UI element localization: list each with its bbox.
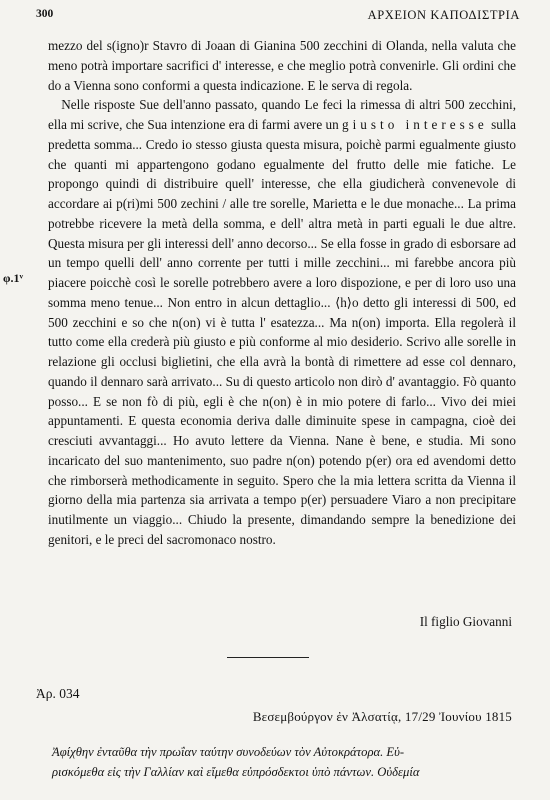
running-header — [36, 8, 520, 24]
greek-letter-body — [52, 743, 514, 782]
paragraph-1: mezzo del s(igno)r Stavro di Joaan di Gianina 500 zecchini di Olanda, nella valuta che meno potrà importare sacrifici d' interesse, e che meglio potrà convenirle. Gli ordini che do a Vienna sono conformi a questa indicazione. E le serva di regola. — [48, 38, 516, 93]
spaced-phrase: giusto interesse — [342, 117, 488, 132]
paragraph-2-part-b: sulla predetta somma... Credo io stesso giusta questa misura, poichè parmi egualmente giusto che quanti mi appartengono godano egualmente del frutto delle mie fatiche. Le propongo quindi di distribuire quell' interesse, che ella giudicherà convenevole di accordare ai p(ri)mi 500 zechini / alle tre sorelle, Marietta e le due monache... La prima potrebbe ricevere la metà della somma, e dell' altra metà in parti eguali le due altre. Questa misura per gli interessi dell' anno decorso... Se ella fosse in grado di esborsare ad un tempo quelli dell' anno corrente per tutti i mille zecchini... mi farebbe ancora più piacere poicchè così le sorelle potrebbero avere a loro dispozione, e per di loro uso una somma meno tenue... Non entro in alcun dettaglio... ⟨h⟩o detto gli interessi di 500, ed 500 zecchini e so che n(on) vi è tutta l' esatezza... Ma n(on) importa. Ella regolerà il tutto come ella crederà più giusto e più conforme al mio desiderio. Scrivo alle sorelle in relazione gli occlusi biglietini, che ella avrà la bontà di rimettere ad esse col dennaro, quando il dennaro sarà arrivato... Su di questo articolo non dirò d' avantaggio. Fò quanto posso... E se non fò di più, egli è che n(on) è in mio potere di farlo... Vivo dei miei appuntamenti. E questa economia deriva dalle diminuite spese in campagna, cioè dei cresciuti avvantaggi... Ho avuto lettere da Vienna. Nane è bene, e studia. Mi sono incaricato del suo mantenimento, suo padre n(on) potendo p(er) ora ed avendomi detto che rimborserà methodicamente in seguito. Spero che la mia lettera scritta da Vienna il giorno della mia partenza sia arrivata a tempo p(er) persuadere Viaro a non precipitare inutilmente un viaggio... Chiudo la presente, dimandando sempre la benedizione dei genitori, e le preci del sacromonaco nostro. — [48, 117, 517, 547]
dateline: Βεσεμβούργον ἐν Ἀλσατίᾳ, 17/29 Ἰουνίου 1815 — [252, 709, 512, 724]
paragraph-2-part-a: Nelle risposte Sue dell'anno passato, quando Le feci la rimessa di altri 500 zecchini, ella mi scrive, che Sua intenzione era di farmi avere un — [48, 97, 516, 132]
section-divider — [227, 657, 309, 658]
greek-line-2: ρισκόμεθα εἰς τὴν Γαλλίαν καὶ εἴμεθα εὐπρόσδεκτοι ὑπὸ πάντων. Οὐδεμία — [52, 764, 420, 779]
paragraph-2 — [48, 95, 516, 549]
page-number: 300 — [36, 8, 54, 20]
letter-body — [48, 36, 516, 550]
letter-number: Ἀρ. 034 — [36, 686, 80, 701]
folio-margin-note: φ.1ᵛ — [3, 271, 24, 285]
signature: Il figlio Giovanni — [419, 614, 512, 629]
running-title: ΑΡΧΕΙΟΝ ΚΑΠΟΔΙΣΤΡΙΑ — [367, 8, 520, 22]
greek-line-1: Ἀφίχθην ἐνταῦθα τὴν πρωΐαν ταύτην συνοδεύων τὸν Αὐτοκράτορα. Εὑ- — [52, 745, 405, 759]
